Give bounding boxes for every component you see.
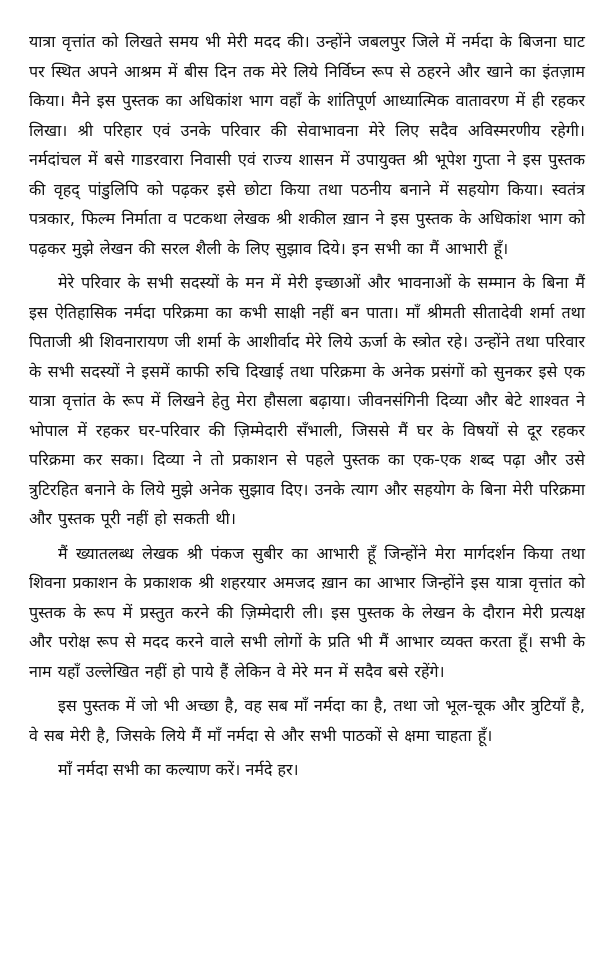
closing-line: माँ नर्मदा सभी का कल्याण करें। नर्मदे हर। xyxy=(58,760,299,779)
paragraph-2: मेरे परिवार के सभी सदस्यों के मन में मेरी इच्छाओं और भावनाओं के सम्मान के बिना मैं इस ऐतिहासिक नर्मदा परिक्रमा का कभी साक्षी नहीं बन पाता। माँ श्रीमती सीतादेवी शर्मा तथा पिताजी श्री शिवनारायण जी शर्मा के आशीर्वाद मेरे लिये ऊर्जा के स्त्रोत रहे। उन्होंने तथा परिवार के सभी सदस्यों ने इसमें काफी रुचि दिखाई तथा परिक्रमा के अनेक प्रसंगों को सुनकर इसे एक यात्रा वृत्तांत के रूप में लिखने हेतु मेरा हौसला बढ़ाया। जीवनसंगिनी दिव्या और बेटे शाश्वत ने भोपाल में रहकर घर-परिवार की ज़िम्मेदारी सँभाली, जिससे मैं घर के विषयों से दूर रहकर परिक्रमा कर सका। दिव्या ने तो प्रकाशन से पहले पुस्तक का एक-एक शब्द पढ़ा और उसे त्रुटिरहित बनाने के लिये मुझे अनेक सुझाव दिए। उनके त्याग और सहयोग के बिना मेरी परिक्रमा और पुस्तक पूरी नहीं हो सकती थी। xyxy=(29,273,585,528)
paragraph-4: इस पुस्तक में जो भी अच्छा है, वह सब माँ नर्मदा का है, तथा जो भूल-चूक और त्रुटियाँ है, वे सब मेरी है, जिसके लिये मैं माँ नर्मदा से और सभी पाठकों से क्षमा चाहता हूँ। xyxy=(29,696,585,745)
document-page xyxy=(29,27,585,801)
paragraph-3: मैं ख्यातलब्ध लेखक श्री पंकज सुबीर का आभारी हूँ जिन्होंने मेरा मार्गदर्शन किया तथा शिवना प्रकाशन के प्रकाशक श्री शहरयार अमजद ख़ान का आभार जिन्होंने इस यात्रा वृत्तांत को पुस्तक के रूप में प्रस्तुत करने की ज़िम्मेदारी ली। इस पुस्तक के लेखन के दौरान मेरी प्रत्यक्ष और परोक्ष रूप से मदद करने वाले सभी लोगों के प्रति भी मैं आभार व्यक्त करता हूँ। सभी के नाम यहाँ उल्लेखित नहीं हो पाये हैं लेकिन वे मेरे मन में सदैव बसे रहेंगे। xyxy=(29,543,585,681)
paragraph-1: यात्रा वृत्तांत को लिखते समय भी मेरी मदद की। उन्होंने जबलपुर जिले में नर्मदा के बिजना घाट पर स्थित अपने आश्रम में बीस दिन तक मेरे लिये निर्विघ्न रूप से ठहरने और खाने का इंतज़ाम किया। मैने इस पुस्तक का अधिकांश भाग वहाँ के शांतिपूर्ण आध्यात्मिक वातावरण में ही रहकर लिखा। श्री परिहार एवं उनके परिवार की सेवाभावना मेरे लिए सदैव अविस्मरणीय रहेगी। नर्मदांचल में बसे गाडरवारा निवासी एवं राज्य शासन में उपायुक्त श्री भूपेश गुप्ता ने इस पुस्तक की वृहद् पांडुलिपि को पढ़कर इसे छोटा किया तथा पठनीय बनाने में सहयोग किया। स्वतंत्र पत्रकार, फिल्म निर्माता व पटकथा लेखक श्री शकील ख़ान ने इस पुस्तक के अधिकांश भाग को पढ़कर मुझे लेखन की सरल शैली के लिए सुझाव दिये। इन सभी का मैं आभारी हूँ। xyxy=(29,32,585,258)
